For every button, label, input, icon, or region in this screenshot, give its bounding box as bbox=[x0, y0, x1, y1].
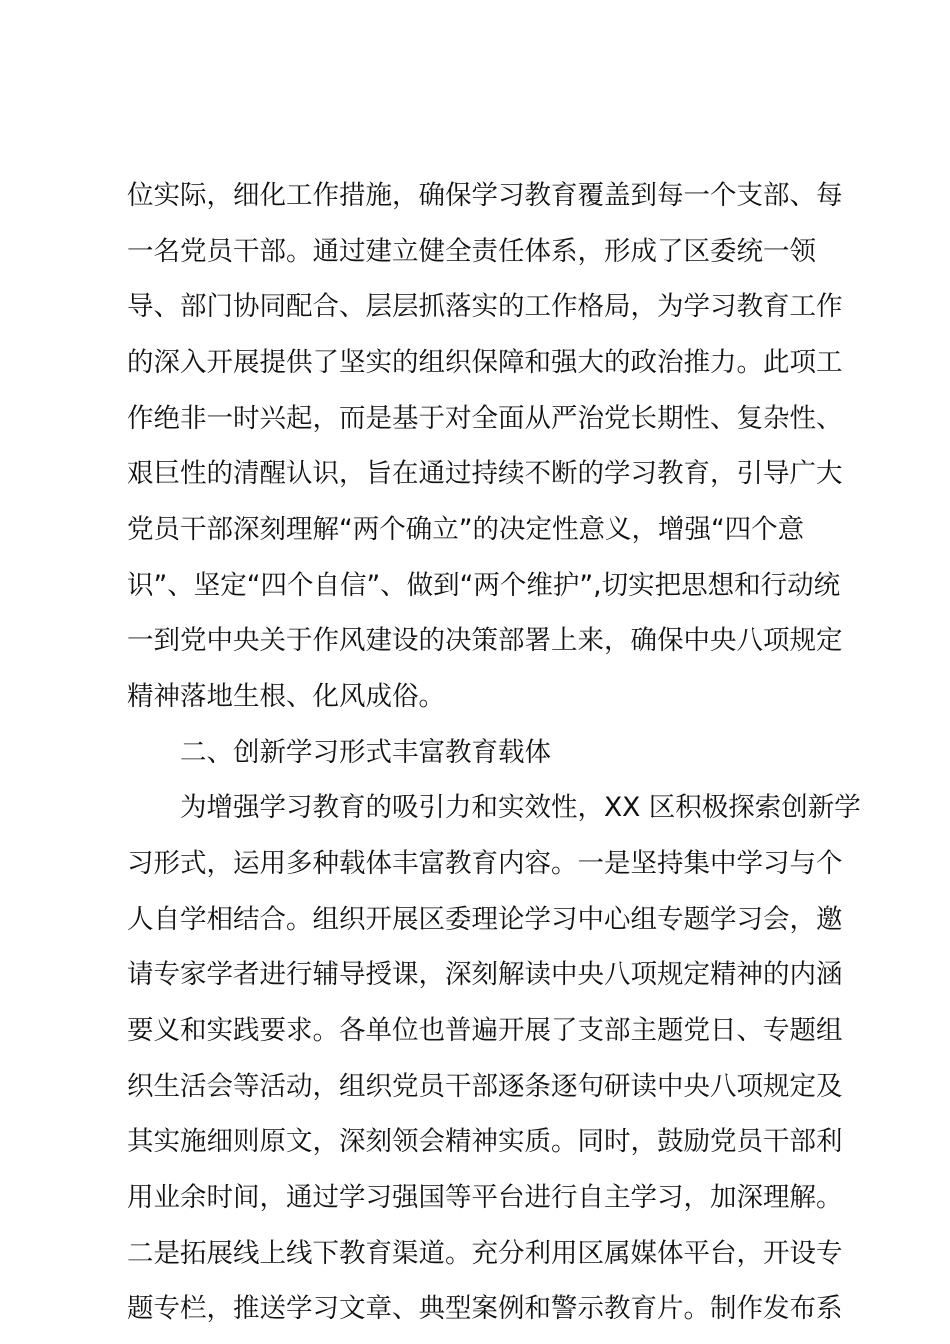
body-text-line: 题专栏，推送学习文章、典型案例和警示教育片。制作发布系 bbox=[127, 1293, 843, 1324]
body-text-line: 用业余时间，通过学习强国等平台进行自主学习，加深理解。 bbox=[127, 1182, 843, 1213]
body-text-line: 二是拓展线上线下教育渠道。充分利用区属媒体平台，开设专 bbox=[127, 1238, 843, 1269]
body-text-line: 一名党员干部。通过建立健全责任体系，形成了区委统一领 bbox=[127, 236, 816, 267]
body-text-line: 织生活会等活动，组织党员干部逐条逐句研读中央八项规定及 bbox=[127, 1071, 843, 1102]
body-text-line: 作绝非一时兴起，而是基于对全面从严治党长期性、复杂性、 bbox=[127, 403, 843, 434]
body-text-line: 请专家学者进行辅导授课，深刻解读中央八项规定精神的内涵 bbox=[127, 959, 843, 990]
body-text-line: 精神落地生根、化风成俗。 bbox=[127, 681, 445, 712]
body-text-line: 其实施细则原文，深刻领会精神实质。同时，鼓励党员干部利 bbox=[127, 1126, 843, 1157]
body-text-line: 导、部门协同配合、层层抓落实的工作格局，为学习教育工作 bbox=[127, 291, 843, 322]
body-text-line: 习形式，运用多种载体丰富教育内容。一是坚持集中学习与个 bbox=[127, 848, 843, 879]
body-text-line: 人自学相结合。组织开展区委理论学习中心组专题学习会，邀 bbox=[127, 904, 843, 935]
body-text-line: 位实际，细化工作措施，确保学习教育覆盖到每一个支部、每 bbox=[127, 180, 843, 211]
body-text-line: 要义和实践要求。各单位也普遍开展了支部主题党日、专题组 bbox=[127, 1015, 843, 1046]
body-text-line: 党员干部深刻理解“两个确立”的决定性意义，增强“四个意 bbox=[127, 514, 805, 545]
body-text-line: 一到党中央关于作风建设的决策部署上来，确保中央八项规定 bbox=[127, 625, 843, 656]
body-text-line: 的深入开展提供了坚实的组织保障和强大的政治推力。此项工 bbox=[127, 347, 843, 378]
paragraph-first-line: 为增强学习教育的吸引力和实效性，XX 区积极探索创新学 bbox=[180, 792, 861, 823]
section-heading: 二、创新学习形式丰富教育载体 bbox=[180, 737, 551, 768]
body-text-line: 识”、坚定“四个自信”、做到“两个维护”,切实把思想和行动统 bbox=[127, 570, 841, 601]
body-text-line: 艰巨性的清醒认识，旨在通过持续不断的学习教育，引导广大 bbox=[127, 458, 843, 489]
